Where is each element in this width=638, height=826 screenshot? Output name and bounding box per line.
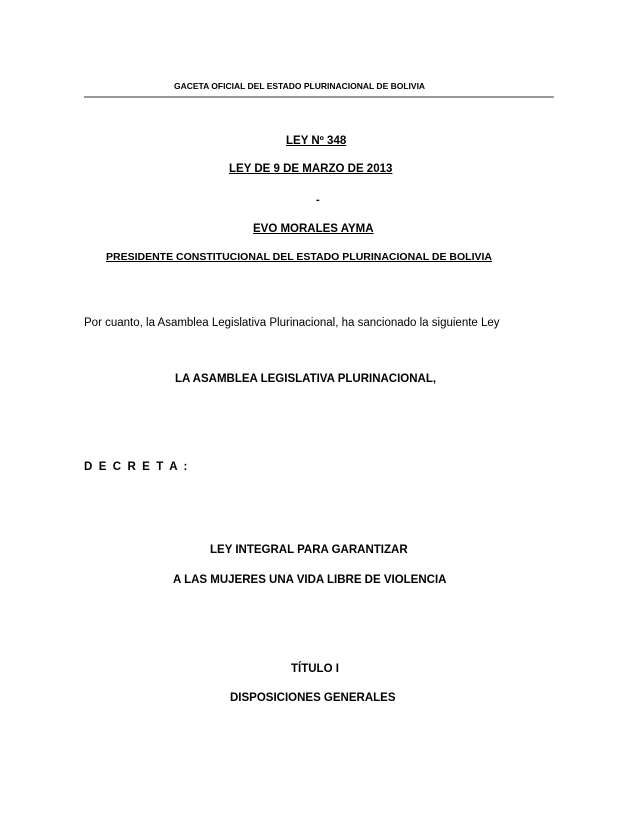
section-title: TÍTULO I — [291, 663, 339, 675]
gazette-header: GACETA OFICIAL DEL ESTADO PLURINACIONAL DE BOLIVIA — [174, 81, 426, 91]
header-divider — [84, 96, 554, 98]
section-subtitle: DISPOSICIONES GENERALES — [230, 692, 396, 704]
separator-dash: - — [316, 194, 320, 206]
assembly-heading: LA ASAMBLEA LEGISLATIVA PLURINACIONAL, — [175, 373, 437, 385]
law-title-line-2: A LAS MUJERES UNA VIDA LIBRE DE VIOLENCIA — [173, 574, 447, 586]
president-name: EVO MORALES AYMA — [253, 223, 374, 235]
law-number: LEY Nº 348 — [286, 135, 347, 147]
law-title-line-1: LEY INTEGRAL PARA GARANTIZAR — [210, 544, 408, 556]
president-title: PRESIDENTE CONSTITUCIONAL DEL ESTADO PLURINACIONAL DE BOLIVIA — [106, 251, 492, 263]
law-date: LEY DE 9 DE MARZO DE 2013 — [229, 163, 393, 175]
decreta-heading: D E C R E T A : — [84, 461, 189, 473]
preamble-paragraph: Por cuanto, la Asamblea Legislativa Plurinacional, ha sancionado la siguiente Ley — [84, 317, 500, 329]
